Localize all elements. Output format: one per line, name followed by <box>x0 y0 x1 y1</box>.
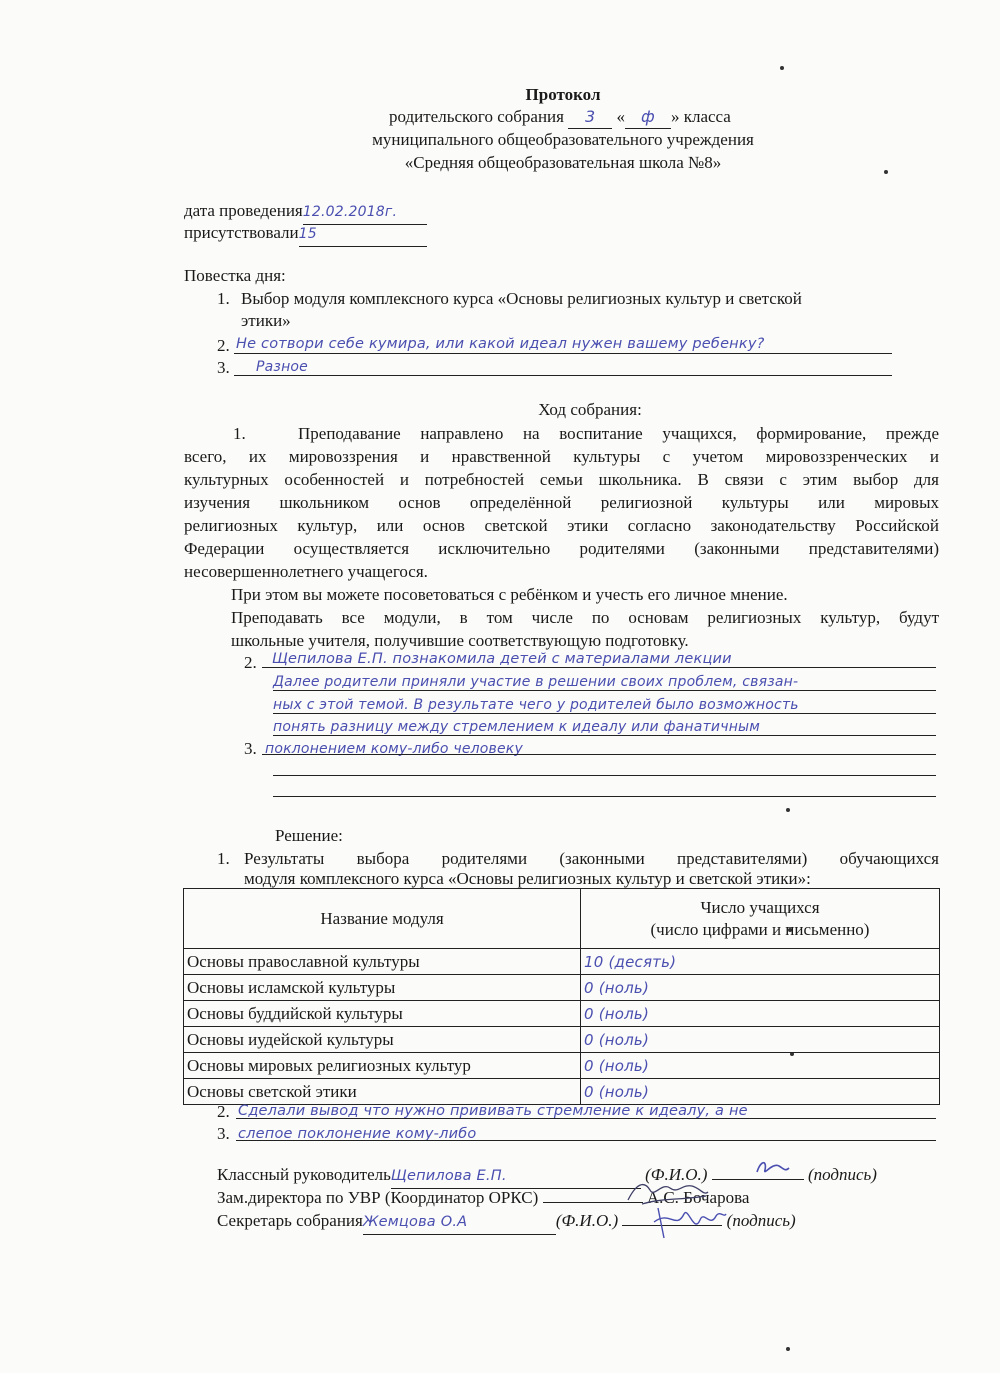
header-line-class-label: родительского собрания <box>389 107 564 126</box>
proceedings-item-2-line <box>273 690 936 691</box>
table-header-count-title: Число учащихся <box>700 897 820 917</box>
proceedings-item-2-handwritten: понять разницу между стремлением к идеалу или фанатичным <box>273 719 761 735</box>
student-count-cell: 0 (ноль) <box>581 1027 940 1053</box>
secretary-name-field: Жемцова О.А <box>363 1211 556 1235</box>
attendance-field: 15 <box>299 223 427 247</box>
decision-title: Решение: <box>275 826 343 845</box>
table-row <box>184 1001 940 1027</box>
secretary-signature-mark <box>650 1200 730 1244</box>
teacher-fio-caption: (Ф.И.О.) <box>645 1165 708 1184</box>
meeting-date-field: 12.02.2018г. <box>303 201 427 225</box>
secretary-label: Секретарь собрания <box>217 1211 363 1230</box>
agenda-item-3-handwritten: Разное <box>256 359 308 375</box>
proceedings-item-1-line: культурных особенностей и потребностей семьи школьника. В связи с этим выбор для <box>184 470 939 489</box>
scan-speck <box>780 66 784 70</box>
module-results-table <box>183 888 940 1105</box>
proceedings-item-2-handwritten: ных с этой темой. В результате чего у родителей было возможность <box>273 697 799 713</box>
decision-item-2-line <box>236 1118 936 1119</box>
proceedings-para-teachers-cont: школьные учителя, получившие соответствующую подготовку. <box>231 631 689 650</box>
proceedings-item-3-number: 3. <box>244 739 257 758</box>
agenda-item-1-number: 1. <box>217 289 230 308</box>
agenda-item-3-line <box>234 375 892 376</box>
module-name-cell: Основы иудейской культуры <box>184 1027 581 1053</box>
header-school-name: «Средняя общеобразовательная школа №8» <box>404 153 722 172</box>
agenda-item-2-handwritten: Не сотвори себе кумира, или какой идеал нужен вашему ребенку? <box>236 336 765 352</box>
proceedings-item-1-line: изучения школьником основ определённой религиозной культуры или мировых <box>184 493 939 512</box>
teacher-label: Классный руководитель <box>217 1165 391 1184</box>
agenda-item-1-text-cont: этики» <box>241 311 291 330</box>
proceedings-title: Ход собрания: <box>538 400 642 419</box>
decision-item-2-number: 2. <box>217 1102 230 1121</box>
decision-item-2-handwritten: Сделали вывод что нужно прививать стремление к идеалу, а не <box>238 1103 748 1119</box>
header-line-class <box>389 105 731 129</box>
table-row <box>184 1027 940 1053</box>
agenda-item-2-line <box>234 353 892 354</box>
proceedings-item-1-line: Федерации осуществляется исключительно родителями (законными представителями) <box>184 539 939 558</box>
proceedings-item-2-handwritten: Далее родители приняли участие в решении своих проблем, связан- <box>273 674 799 690</box>
quote-open: « <box>616 107 625 126</box>
table-header-count <box>581 889 940 949</box>
proceedings-item-1-line: несовершеннолетнего учащегося. <box>184 562 428 581</box>
table-row <box>184 1053 940 1079</box>
proceedings-item-1-line: Преподавание направлено на воспитание учащихся, формирование, прежде <box>298 424 939 443</box>
agenda-item-2-number: 2. <box>217 336 230 355</box>
class-letter-field: ф <box>625 105 671 129</box>
secretary-fio-caption: (Ф.И.О.) <box>555 1211 619 1230</box>
table-row <box>184 1079 940 1105</box>
proceedings-item-2-line <box>262 667 936 668</box>
class-number-field: 3 <box>568 105 612 129</box>
agenda-title: Повестка дня: <box>184 266 286 285</box>
proceedings-item-2-handwritten: Щепилова Е.П. познакомила детей с материалами лекции <box>272 651 732 667</box>
proceedings-para-consult: При этом вы можете посоветоваться с ребёнком и учесть его личное мнение. <box>231 585 788 604</box>
proceedings-item-2-number: 2. <box>244 653 257 672</box>
agenda-item-1-text: Выбор модуля комплексного курса «Основы религиозных культур и светской <box>241 289 802 308</box>
secretary-signature-caption: (подпись) <box>726 1211 796 1230</box>
blank-line <box>273 775 936 776</box>
deputy-label: Зам.директора по УВР (Координатор ОРКС) <box>217 1188 539 1207</box>
attendance-row <box>184 221 427 247</box>
teacher-signature-caption: (подпись) <box>807 1165 877 1184</box>
meeting-date-label: дата проведения <box>184 201 303 220</box>
module-name-cell: Основы мировых религиозных культур <box>184 1053 581 1079</box>
decision-item-1-text: Результаты выбора родителями (законными представителями) обучающихся <box>244 849 939 868</box>
table-header-module: Название модуля <box>184 889 581 949</box>
proceedings-item-1-line: религиозных культур, или основ светской этики согласно законодательству Российской <box>184 516 939 535</box>
module-name-cell: Основы исламской культуры <box>184 975 581 1001</box>
decision-item-1-text-cont: модуля комплексного курса «Основы религиозных культур и светской этики»: <box>244 869 811 888</box>
attendance-label: присутствовали <box>184 223 299 242</box>
header-institution: муниципального общеобразовательного учреждения <box>372 130 754 149</box>
table-row <box>184 975 940 1001</box>
scan-speck <box>786 808 790 812</box>
student-count-cell: 0 (ноль) <box>581 975 940 1001</box>
teacher-name-field: Щепилова Е.П. <box>391 1165 641 1189</box>
student-count-cell: 10 (десять) <box>581 949 940 975</box>
proceedings-para-teachers: Преподавать все модули, в том числе по основам религиозных культур, будут <box>231 608 939 627</box>
table-header-count-note: (число цифрами и письменно) <box>650 919 870 939</box>
agenda-item-3-number: 3. <box>217 358 230 377</box>
decision-item-3-number: 3. <box>217 1124 230 1143</box>
table-header-row <box>184 889 940 949</box>
proceedings-item-2-line <box>273 713 936 714</box>
teacher-signature-mark <box>753 1156 793 1180</box>
decision-item-3-handwritten: слепое поклонение кому-либо <box>238 1126 477 1142</box>
student-count-cell: 0 (ноль) <box>581 1001 940 1027</box>
proceedings-item-1-number: 1. <box>233 424 246 443</box>
document-title: Протокол <box>525 85 601 104</box>
module-name-cell: Основы буддийской культуры <box>184 1001 581 1027</box>
deputy-name: А.С. Бочарова <box>646 1188 750 1207</box>
table-row <box>184 949 940 975</box>
module-name-cell: Основы православной культуры <box>184 949 581 975</box>
blank-line <box>273 796 936 797</box>
student-count-cell: 0 (ноль) <box>581 1079 940 1105</box>
student-count-cell: 0 (ноль) <box>581 1053 940 1079</box>
scan-speck <box>786 1347 790 1351</box>
proceedings-item-3-line <box>262 754 936 755</box>
module-name-cell: Основы светской этики <box>184 1079 581 1105</box>
header-line-class-suffix: » класса <box>670 107 731 126</box>
decision-item-1-number: 1. <box>217 849 230 868</box>
decision-item-3-line <box>236 1140 936 1141</box>
proceedings-item-3-handwritten: поклонением кому-либо человеку <box>265 741 523 757</box>
proceedings-item-1-line: всего, их мировоззрения и нравственной культуры с учетом мировоззренческих и <box>184 447 939 466</box>
proceedings-item-2-line <box>273 735 936 736</box>
